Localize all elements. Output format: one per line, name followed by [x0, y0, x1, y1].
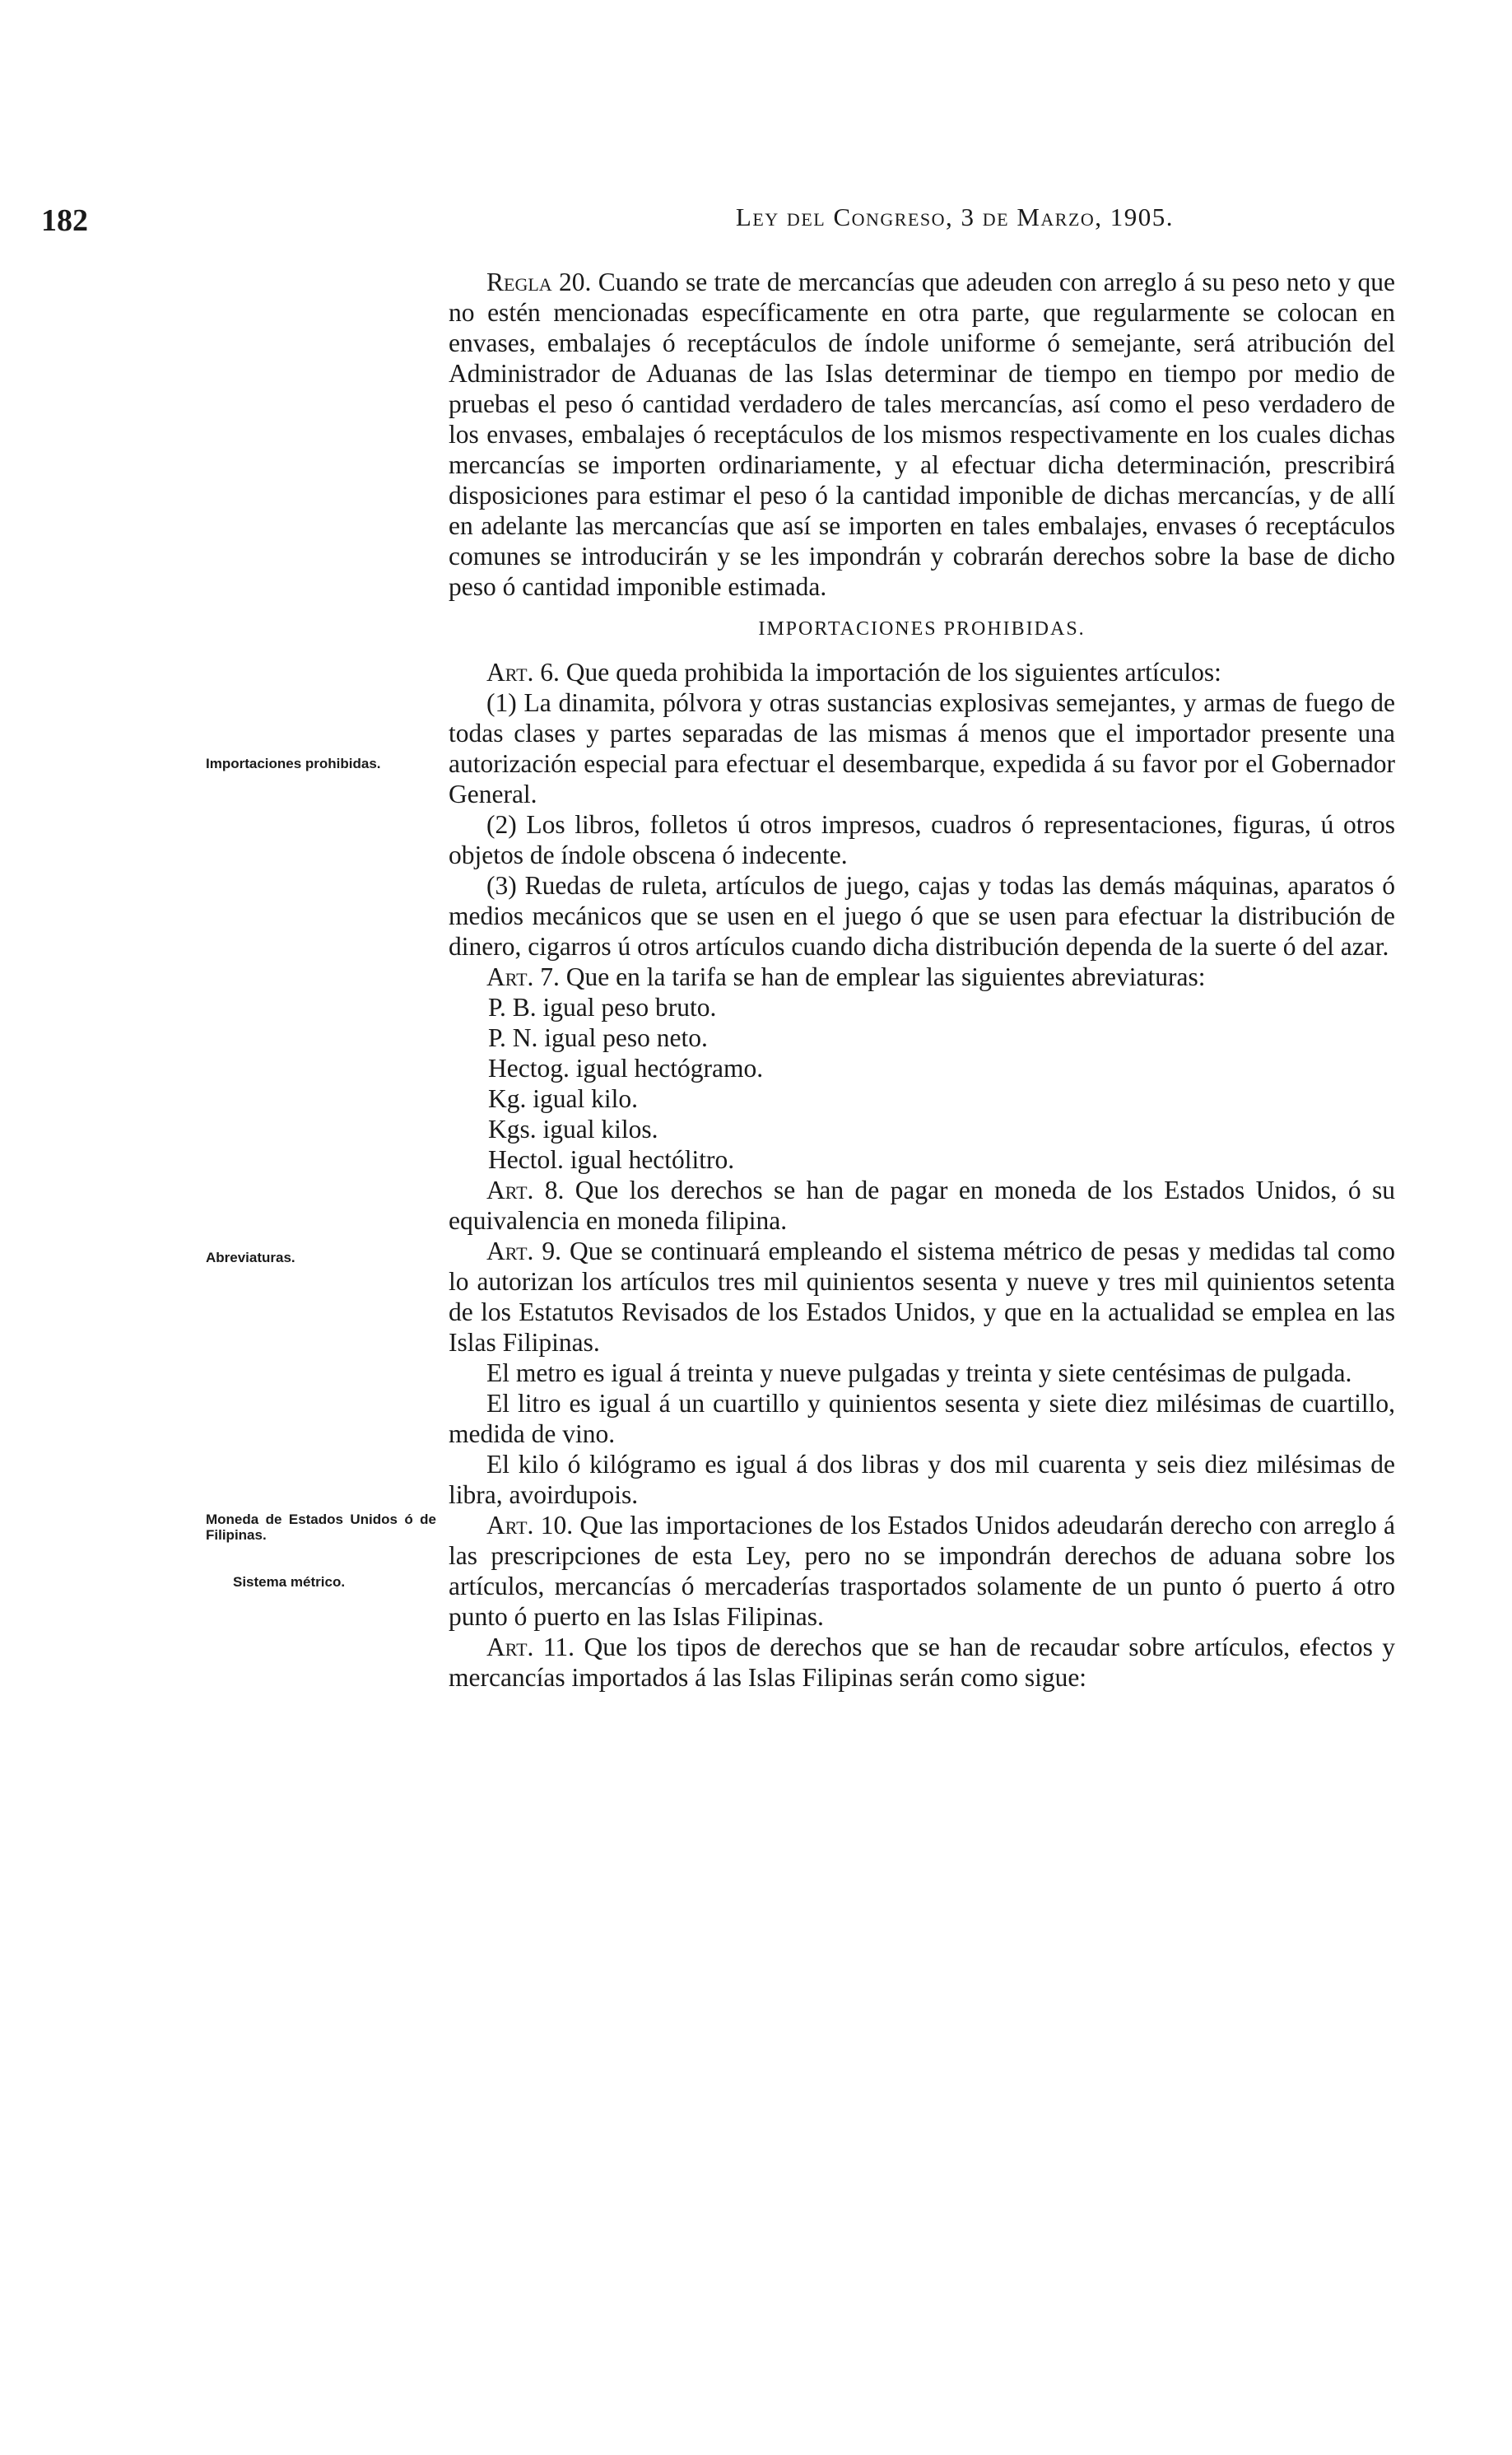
art-7-text: Que en la tarifa se han de emplear las siguientes abreviaturas:	[565, 962, 1206, 991]
art-10-text: Que las importaciones de los Estados Unidos adeudarán derecho con arreglo á las prescripciones de esta Ley, pero no se impondrán derechos de aduana sobre los artículos, mercancías ó mercaderías trasportados solamente de un punto ó puerto á otro punto ó puerto en las Islas Filipinas.	[449, 1511, 1395, 1631]
art-9-paragraph	[449, 1236, 1395, 1358]
art-10-paragraph	[449, 1510, 1395, 1632]
art-9-metro-paragraph: El metro es igual á treinta y nueve pulgadas y treinta y siete centésimas de pulgada.	[486, 1358, 1352, 1387]
abbreviation-pn: P. N. igual peso neto.	[488, 1023, 708, 1052]
art-8-label: Art. 8.	[486, 1176, 565, 1204]
abbreviation-kgs: Kgs. igual kilos.	[488, 1115, 658, 1144]
art-11-label: Art. 11.	[486, 1633, 575, 1661]
art-11-text: Que los tipos de derechos que se han de recaudar sobre artículos, efectos y mercancías importados á las Islas Filipinas serán como sigue:	[449, 1633, 1396, 1692]
art-9-text: Que se continuará empleando el sistema métrico de pesas y medidas tal como lo autorizan los artículos tres mil quinientos sesenta y nueve y tres mil quinientos setenta de los Estatutos Revisados de los Estados Unidos, y que en la actualidad se emplea en las Islas Filipinas.	[449, 1237, 1395, 1357]
abbreviation-kg: Kg. igual kilo.	[488, 1084, 638, 1113]
page-number: 182	[41, 203, 88, 238]
art-6-item-2: (2) Los libros, folletos ú otros impresos, cuadros ó representaciones, figuras, ú otros objetos de índole obscena ó indecente.	[449, 810, 1395, 869]
art-9-kilo-paragraph: El kilo ó kilógramo es igual á dos libras y dos mil cuarenta y seis diez milésimas de libra, avoirdupois.	[449, 1450, 1395, 1509]
art-9-litro-paragraph: El litro es igual á un cuartillo y quinientos sesenta y siete diez milésimas de cuartillo, medida de vino.	[449, 1389, 1395, 1448]
body-text	[449, 267, 1395, 1693]
art-8-text: Que los derechos se han de pagar en moneda de los Estados Unidos, ó su equivalencia en moneda filipina.	[449, 1176, 1396, 1235]
running-head: Ley del Congreso, 3 de Marzo, 1905.	[735, 203, 1175, 231]
art-6-item-3: (3) Ruedas de ruleta, artículos de juego, cajas y todas las demás máquinas, aparatos ó medios mecánicos que se usen en el juego ó que se usen para efectuar la distribución de dinero, cigarros ú otros artículos cuando dicha distribución dependa de la suerte ó del azar.	[449, 871, 1395, 961]
abbreviation-hectol: Hectol. igual hectólitro.	[488, 1145, 735, 1174]
art-6-item-1: (1) La dinamita, pólvora y otras sustancias explosivas semejantes, y armas de fuego de todas clases y partes separadas de las mismas á menos que el importador presente una autorización especial para efectuar el desembarque, expedida á su favor por el Gobernador General.	[449, 688, 1395, 808]
art-6-label: Art. 6.	[486, 658, 560, 687]
abbreviation-hectog: Hectog. igual hectógramo.	[488, 1054, 764, 1083]
margin-note-moneda: Moneda de Estados Unidos ó de Filipinas.	[206, 1512, 436, 1543]
section-heading-importaciones-prohibidas: IMPORTACIONES PROHIBIDAS.	[758, 618, 1086, 640]
art-8-paragraph	[449, 1175, 1395, 1236]
art-10-label: Art. 10.	[486, 1511, 574, 1540]
regla-20-paragraph	[449, 267, 1395, 602]
art-9-label: Art. 9.	[486, 1237, 562, 1265]
margin-note-sistema-metrico: Sistema métrico.	[233, 1574, 346, 1590]
art-6-paragraph	[449, 657, 1395, 687]
margin-note-importaciones-prohibidas: Importaciones prohibidas.	[206, 756, 381, 771]
art-6-text: Que queda prohibida la importación de los siguientes artículos:	[565, 658, 1221, 687]
margin-note-abreviaturas: Abreviaturas.	[206, 1250, 295, 1265]
art-11-paragraph	[449, 1632, 1395, 1693]
regla-20-text: Cuando se trate de mercancías que adeuden con arreglo á su peso neto y que no estén mencionadas específicamente en otra parte, que regularmente se colocan en envases, embalajes ó receptáculos de índole uniforme ó semejante, será atribución del Administrador de Aduanas de las Islas determinar de tiempo en tiempo por medio de pruebas el peso ó cantidad verdadero de tales mercancías, así como el peso verdadero de los envases, embalajes ó receptáculos de los mismos respectivamente en los cuales dichas mercancías se importen ordinariamente, y al efectuar dicha determinación, prescribirá disposiciones para estimar el peso ó la cantidad imponible de dichas mercancías, y de allí en adelante las mercancías que así se importen en tales embalajes, envases ó receptáculos comunes se introducirán y se les impondrán y cobrarán derechos sobre la base de dicho peso ó cantidad imponible estimada.	[449, 268, 1395, 601]
abbreviation-pb: P. B. igual peso bruto.	[488, 993, 717, 1022]
art-7-label: Art. 7.	[486, 962, 560, 991]
regla-20-label: Regla 20.	[486, 268, 592, 296]
art-7-paragraph	[449, 962, 1395, 992]
